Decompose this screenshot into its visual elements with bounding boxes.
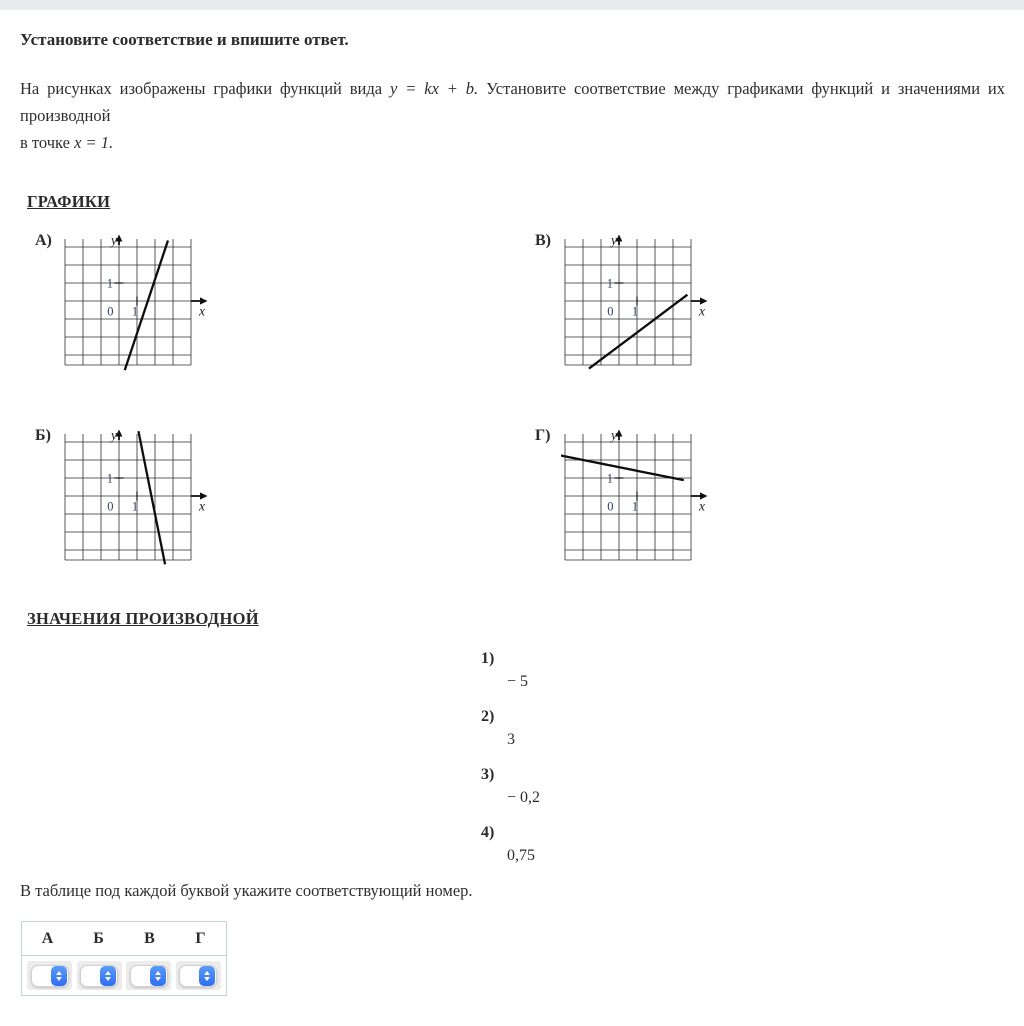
answer-select-a[interactable] — [27, 961, 72, 990]
answer-table-body — [22, 956, 226, 995]
answer-select-g[interactable] — [176, 961, 221, 990]
answer-select-g-field — [179, 965, 217, 987]
function-formula: y = kx + b. — [390, 79, 479, 98]
chevron-up-icon — [105, 971, 111, 975]
option-2-number: 2) — [481, 708, 495, 725]
option-3-number: 3) — [481, 766, 495, 783]
option-4 — [481, 823, 1005, 864]
x-axis-label: x — [199, 498, 205, 514]
x-tick-label: 1 — [631, 499, 639, 514]
option-4-value: 0,75 — [507, 847, 535, 864]
answer-select-v-field — [130, 965, 168, 987]
origin-label: 0 — [607, 499, 614, 514]
function-line — [561, 454, 684, 480]
table-instruction: В таблице под каждой буквой укажите соответствующий номер. — [20, 881, 473, 900]
stepper-icon — [100, 966, 116, 986]
stepper-icon — [150, 966, 166, 986]
y-tick-label: 1 — [106, 276, 113, 291]
graph-label-g: Г) — [535, 427, 551, 444]
task-part3: в точке — [20, 133, 70, 152]
chevron-up-icon — [155, 971, 161, 975]
function-line — [138, 431, 165, 564]
graphs-grid — [35, 234, 1005, 571]
page-content — [0, 30, 1024, 1026]
task-text — [20, 75, 1005, 156]
y-tick-label: 1 — [606, 471, 613, 486]
answer-select-a-field — [31, 965, 69, 987]
x-tick-label: 1 — [631, 304, 639, 319]
option-1-number: 1) — [481, 650, 495, 667]
answer-select-b-field — [80, 965, 118, 987]
option-3 — [481, 765, 1005, 806]
chevron-up-icon — [56, 971, 62, 975]
graph-item-b — [35, 429, 535, 571]
y-axis-label: y — [111, 234, 117, 248]
graph-plot-a — [61, 234, 213, 376]
option-1 — [481, 649, 1005, 690]
origin-label: 0 — [107, 499, 114, 514]
chevron-down-icon — [56, 977, 62, 981]
graphs-heading: ГРАФИКИ — [27, 192, 111, 211]
y-tick-label: 1 — [106, 471, 113, 486]
x-tick-label: 1 — [131, 304, 139, 319]
header-cell-a: А — [41, 930, 54, 947]
graph-item-a — [35, 234, 535, 376]
header-cell-g: Г — [195, 930, 206, 947]
point-formula: x = 1. — [74, 133, 114, 152]
x-axis-label: x — [699, 303, 705, 319]
chevron-down-icon — [204, 977, 210, 981]
chevron-down-icon — [155, 977, 161, 981]
derivative-options — [481, 649, 1005, 864]
graph-label-b: Б) — [35, 427, 51, 444]
answer-table — [21, 921, 227, 996]
option-2-value: 3 — [507, 731, 515, 748]
answer-select-b[interactable] — [77, 961, 122, 990]
task-part1: На рисунках изображены графики функций вида — [20, 79, 383, 98]
graph-plot-g — [561, 429, 713, 571]
stepper-icon — [199, 966, 215, 986]
answer-table-header — [22, 922, 226, 956]
origin-label: 0 — [107, 304, 114, 319]
top-strip — [0, 0, 1024, 10]
y-axis-label: y — [611, 234, 617, 248]
option-1-value: − 5 — [507, 673, 529, 690]
y-axis-label: y — [611, 429, 617, 443]
graph-item-v — [535, 234, 713, 376]
graph-label-a: А) — [35, 232, 52, 249]
values-heading: ЗНАЧЕНИЯ ПРОИЗВОДНОЙ — [27, 609, 259, 628]
x-axis-label: x — [699, 498, 705, 514]
graph-label-v: В) — [535, 232, 551, 249]
chevron-down-icon — [105, 977, 111, 981]
graph-plot-b — [61, 429, 213, 571]
answer-select-v[interactable] — [126, 961, 171, 990]
task-part2: Установите соответствие между графиками функций и значениями их производной — [20, 79, 1005, 125]
graph-plot-v — [561, 234, 713, 376]
origin-label: 0 — [607, 304, 614, 319]
option-4-number: 4) — [481, 824, 495, 841]
chevron-up-icon — [204, 971, 210, 975]
y-tick-label: 1 — [606, 276, 613, 291]
header-cell-b: Б — [93, 930, 104, 947]
x-axis-label: x — [199, 303, 205, 319]
graph-item-g — [535, 429, 713, 571]
x-tick-label: 1 — [131, 499, 139, 514]
stepper-icon — [51, 966, 67, 986]
header-cell-v: В — [144, 930, 155, 947]
option-3-value: − 0,2 — [507, 789, 541, 806]
y-axis-label: y — [111, 429, 117, 443]
page-title: Установите соответствие и впишите ответ. — [20, 30, 349, 49]
option-2 — [481, 707, 1005, 748]
